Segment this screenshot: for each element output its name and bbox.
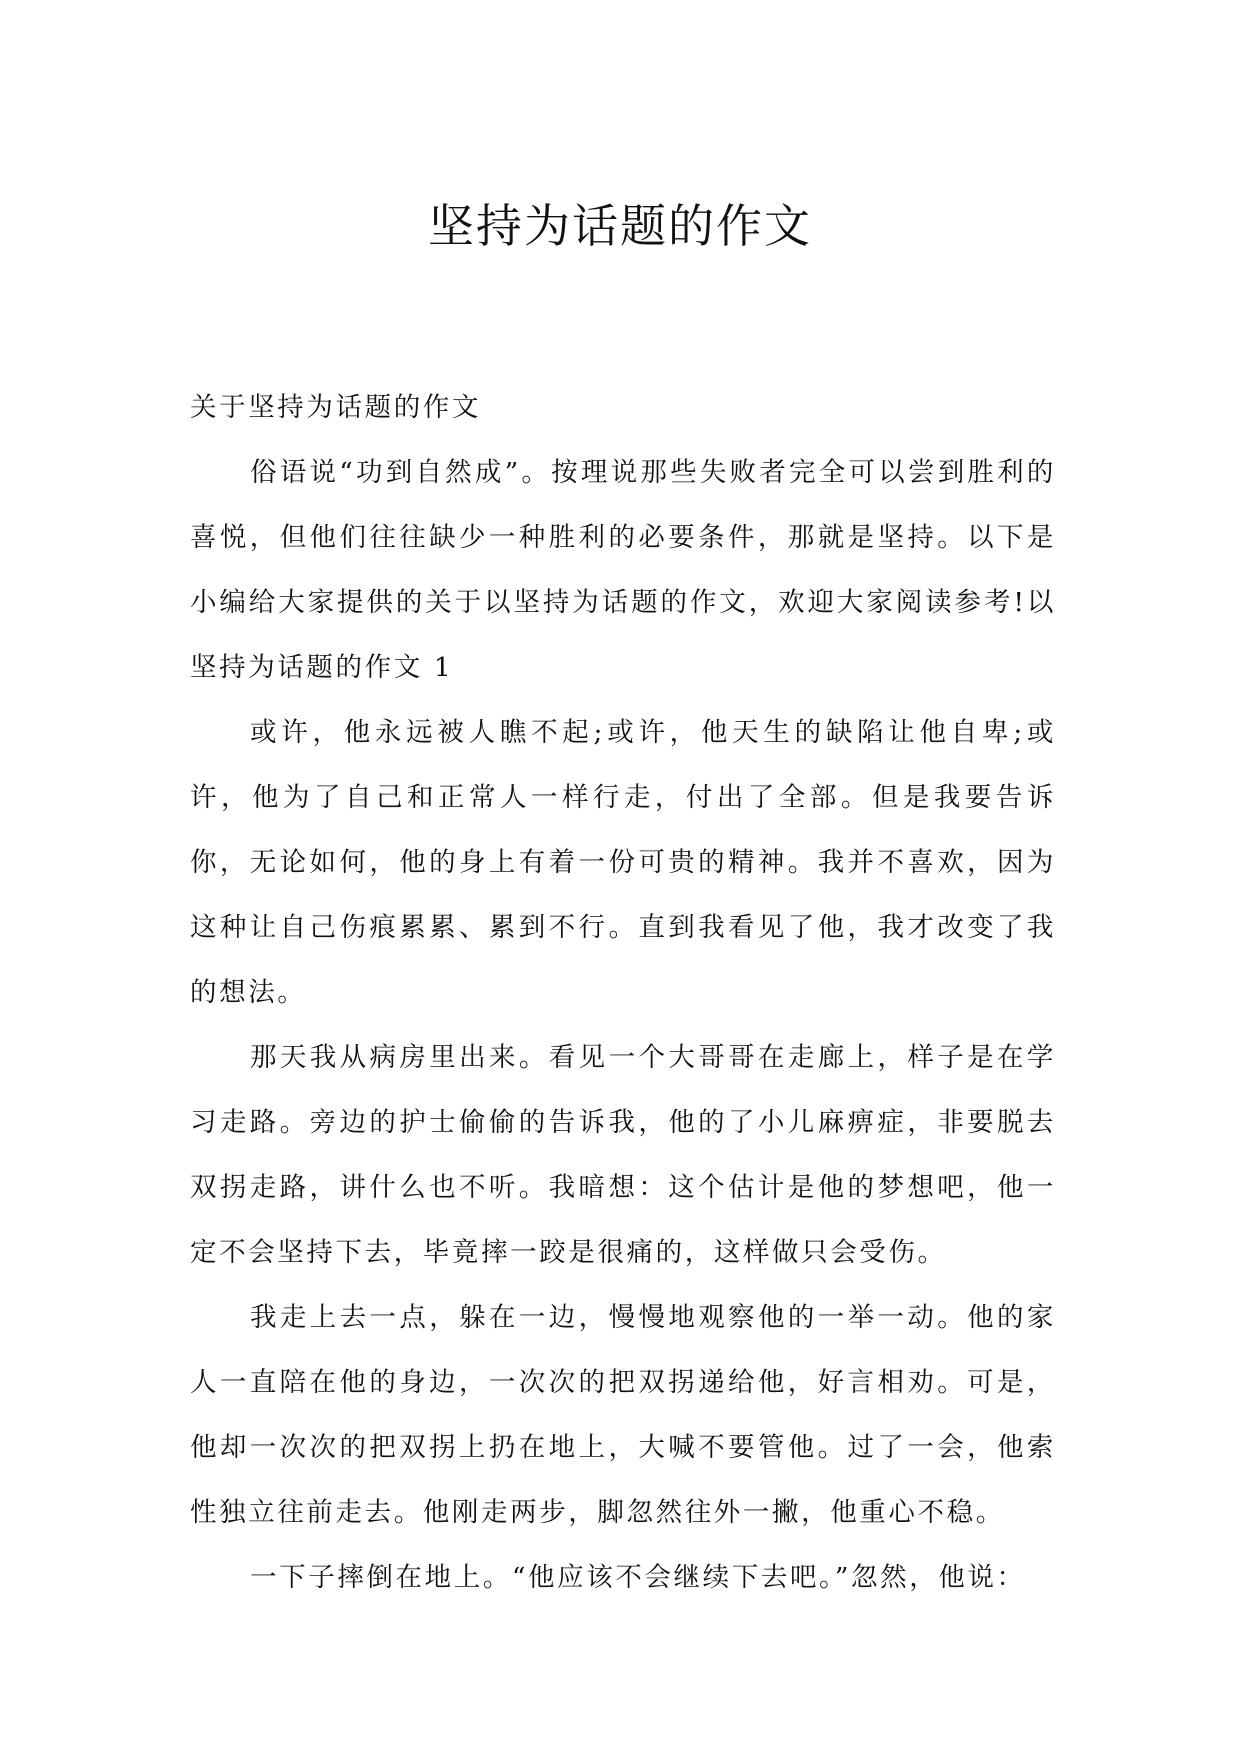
paragraph-5: 一下子摔倒在地上。“他应该不会继续下去吧。”忽然，他说： (250, 1562, 1026, 1593)
paragraph-1: 俗语说“功到自然成”。按理说那些失败者完全可以尝到胜利的喜悦，但他们往往缺少一种胜利的必要条件，那就是坚持。以下是小编给大家提供的关于以坚持为话题的作文，欢迎大家阅读参考!以坚持为话题的作文 1 (190, 457, 1056, 683)
document-subtitle: 关于坚持为话题的作文 (190, 392, 481, 423)
paragraph-4: 我走上去一点，躲在一边，慢慢地观察他的一举一动。他的家人一直陪在他的身边，一次次的把双拐递给他，好言相劝。可是，他却一次次的把双拐上扔在地上，大喊不要管他。过了一会，他索性独立往前走去。他刚走两步，脚忽然往外一撇，他重心不稳。 (190, 1302, 1056, 1528)
document-title: 坚持为话题的作文 (428, 199, 812, 253)
paragraph-2: 或许，他永远被人瞧不起;或许，他天生的缺陷让他自卑;或许，他为了自己和正常人一样行走，付出了全部。但是我要告诉你，无论如何，他的身上有着一份可贵的精神。我并不喜欢，因为这种让自己伤痕累累、累到不行。直到我看见了他，我才改变了我的想法。 (190, 717, 1056, 1008)
paragraph-3: 那天我从病房里出来。看见一个大哥哥在走廊上，样子是在学习走路。旁边的护士偷偷的告诉我，他的了小儿麻痹症，非要脱去双拐走路，讲什么也不听。我暗想：这个估计是他的梦想吧，他一定不会坚持下去，毕竟摔一跤是很痛的，这样做只会受伤。 (190, 1042, 1056, 1268)
document-body (190, 375, 1056, 1610)
